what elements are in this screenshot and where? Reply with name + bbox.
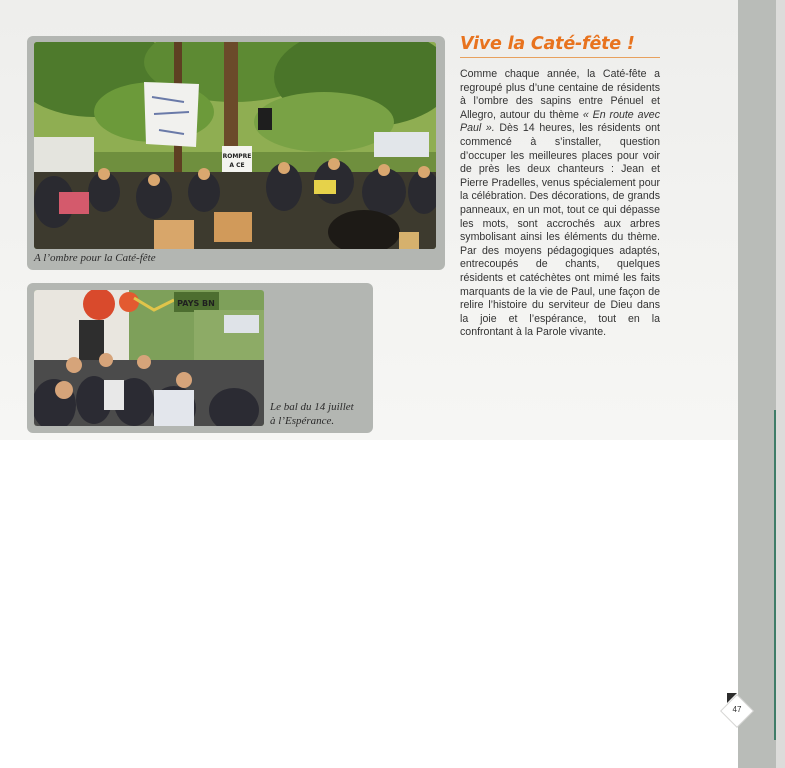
page-number: 47 (732, 705, 742, 714)
sign-text-1: ROMPRE (222, 153, 252, 160)
article-text-start: Comme chaque année, la Caté-fête a regroupé plus d’une centaine de résidents à l’ombre des sapins entre Pénuel et Allegro, autour du thème (460, 68, 660, 121)
article-theme: « En route avec Paul ». (460, 108, 660, 135)
caption-bal-line2: à l’Espérance. (270, 415, 335, 427)
article-title: Vive la Caté-fête ! (460, 34, 635, 54)
banner-text: PAYS BN (177, 299, 215, 308)
green-margin-line (774, 410, 776, 740)
article-body (460, 68, 660, 340)
right-margin-strip (738, 0, 785, 768)
caption-bal-line1: Le bal du 14 juillet (270, 401, 354, 413)
caption-cate-fete: A l’ombre pour la Caté-fête (34, 252, 156, 264)
photo-cate-fete (34, 42, 436, 249)
title-underline (460, 57, 660, 58)
caption-bal (270, 400, 370, 428)
page-corner-mark (727, 693, 737, 703)
article-paragraph (460, 68, 660, 340)
article-text-rest: Dès 14 heures, les résidents ont commencé à s’installer, question d’occuper les meilleures places pour voir de près les deux chanteurs : Jean et Pierre Pradelles, venus spécialement pour la célébration. Des décorations, de grands panneaux, en un mot, tout ce qui dépasse les mots, sont accrochés aux arbres symbolisant ainsi les éléments du thème. Par des moyens pédagogiques adaptés, entrecoupés de chants, quelques résidents et catéchètes ont mimé les faits marquants de la vie de Paul, une façon de relire l’histoire du serviteur de Dieu dans la joie et l’espérance, tout en la confrontant à la Parole vivante. (460, 122, 660, 339)
sign-text-2: A CE (229, 162, 245, 169)
photo-bal-14-juillet (34, 290, 264, 426)
